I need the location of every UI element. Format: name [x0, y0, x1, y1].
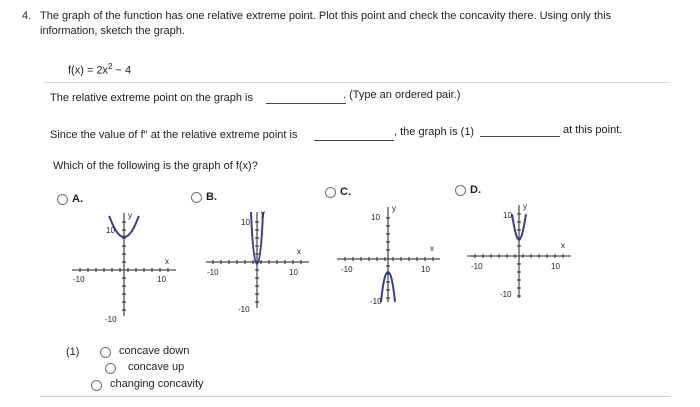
graph-d-ten-y: 10 [503, 211, 512, 220]
option-d-letter: D. [470, 184, 481, 196]
graph-b[interactable] [206, 212, 309, 308]
graph-d-ten-x: 10 [551, 262, 560, 271]
graph-b-ten-x: 10 [289, 268, 298, 277]
graph-c-ten-x: 10 [421, 265, 430, 274]
question-number: 4. [22, 10, 32, 22]
option-b-letter: B. [206, 191, 217, 203]
option-a-letter: A. [72, 193, 83, 205]
question-prompt-line2: information, sketch the graph. [40, 25, 185, 37]
graph-b-y-label: y [261, 209, 265, 218]
graph-d-neg-ten-y: -10 [500, 290, 512, 299]
graph-a-ten-x: 10 [157, 275, 166, 284]
graph-b-neg-ten-x: -10 [207, 268, 219, 277]
graph-c-y-label: y [392, 204, 396, 213]
second-derivative-middle: , the graph is (1) [394, 126, 475, 138]
graph-d-neg-ten-x: -10 [471, 262, 483, 271]
dropdown-marker: (1) [66, 346, 80, 358]
question-prompt-line1: The graph of the function has one relative extreme point. Plot this point and check the concavity there. Using only this [40, 10, 612, 22]
graph-b-neg-ten-y: -10 [238, 305, 250, 314]
graph-d-x-label: x [561, 241, 565, 250]
function-exponent: 2 [108, 62, 113, 71]
graph-a-ten-y: 10 [106, 226, 115, 235]
extreme-point-label: The relative extreme point on the graph is [50, 92, 254, 104]
graph-c[interactable] [337, 207, 440, 302]
graph-b-x-label: x [297, 247, 301, 256]
concave-down-label[interactable]: concave down [119, 345, 190, 357]
graph-a-x-label: x [165, 257, 169, 266]
graph-d[interactable] [467, 205, 571, 298]
graph-d-y-label: y [523, 202, 527, 211]
graph-a-neg-ten-y: -10 [105, 315, 117, 324]
graph-a-neg-ten-x: -10 [73, 275, 85, 284]
bottom-divider [40, 396, 670, 397]
function-rhs: − 4 [112, 64, 132, 77]
extreme-point-suffix: . (Type an ordered pair.) [343, 89, 461, 101]
graph-a[interactable] [72, 213, 176, 316]
second-derivative-prefix: Since the value of f′′ at the relative extreme point is [50, 129, 298, 141]
second-derivative-suffix: at this point. [563, 124, 623, 136]
graph-question: Which of the following is the graph of f(x)? [53, 160, 258, 172]
changing-concavity-label[interactable]: changing concavity [110, 378, 204, 390]
concave-down-radio[interactable] [100, 347, 111, 358]
concave-up-label[interactable]: concave up [128, 361, 185, 373]
graph-a-y-label: y [128, 211, 132, 220]
graph-c-neg-ten-x: -10 [341, 265, 353, 274]
graph-c-neg-ten-y: -10 [370, 297, 382, 306]
function-lhs: f(x) = 2x [68, 64, 109, 77]
graph-c-ten-y: 10 [371, 213, 380, 222]
option-c-letter: C. [340, 186, 351, 198]
concave-up-radio[interactable] [105, 363, 116, 374]
graph-c-x-label: x [430, 244, 434, 253]
graph-b-ten-y: 10 [241, 218, 250, 227]
changing-concavity-radio[interactable] [91, 380, 102, 391]
